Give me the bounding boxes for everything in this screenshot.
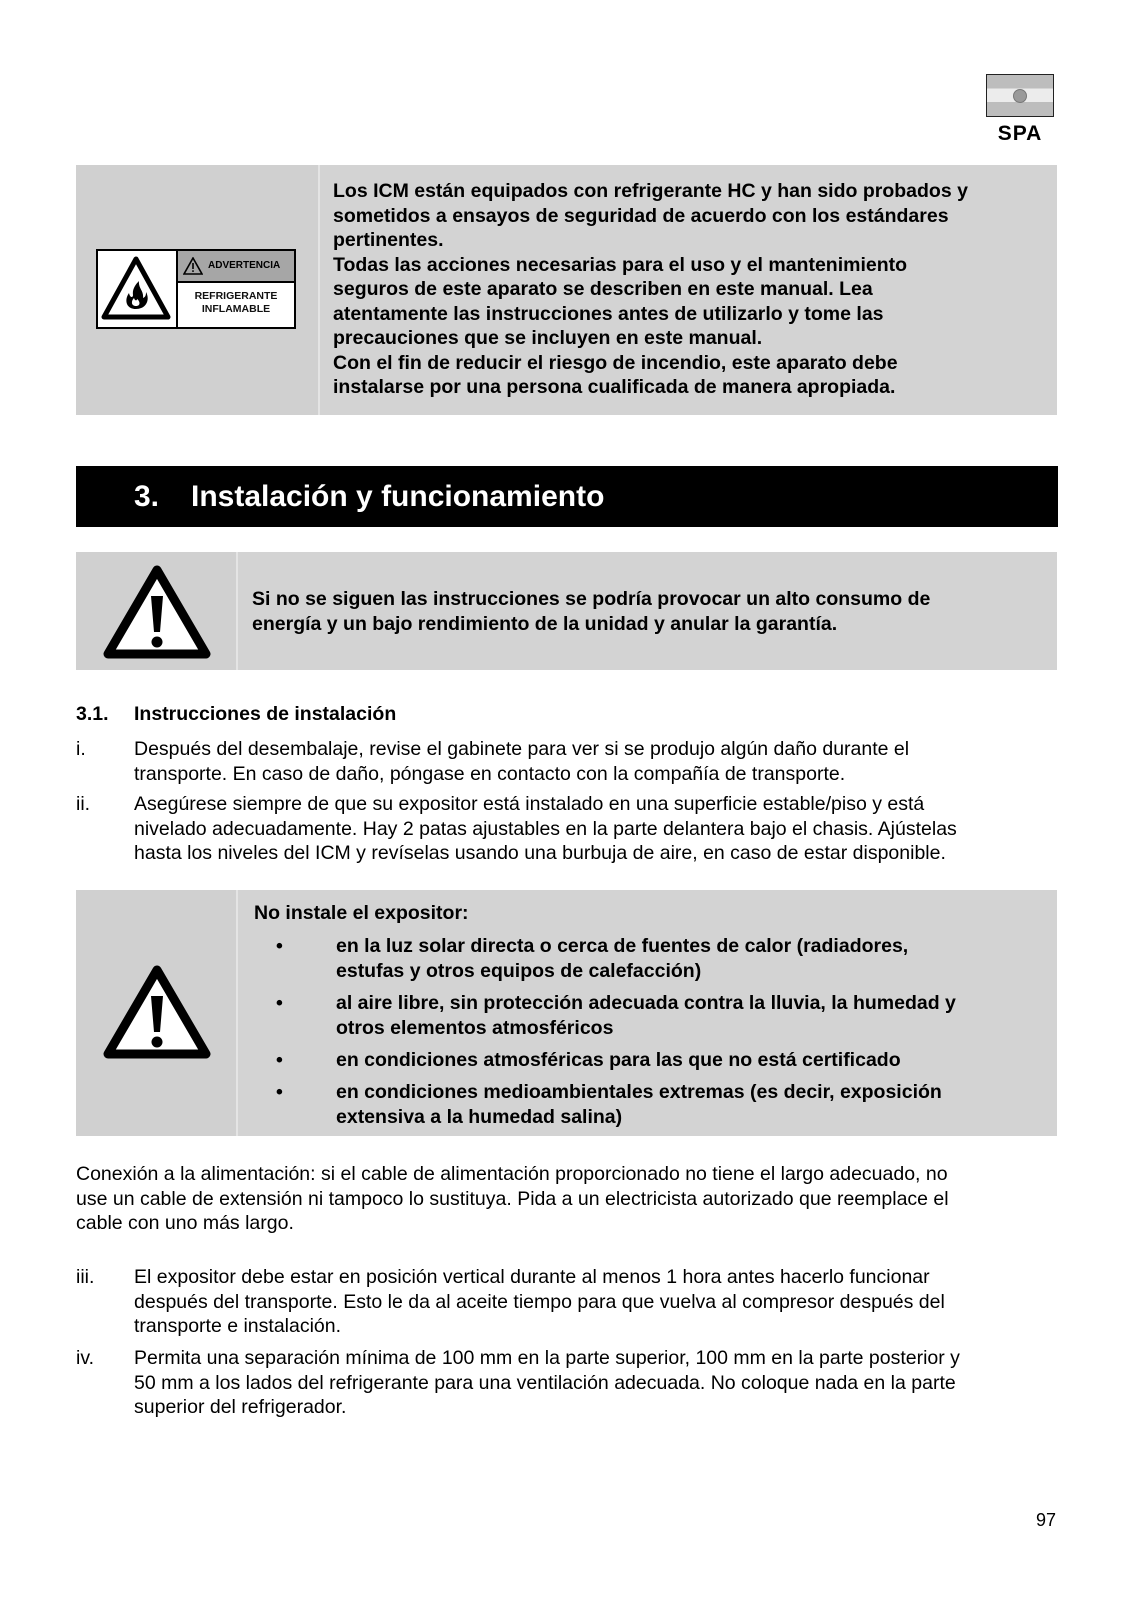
bullet-line: en la luz solar directa o cerca de fuentes de calor (radiadores,	[336, 935, 909, 957]
no-install-title: No instale el expositor:	[254, 902, 469, 924]
item-line: Después del desembalaje, revise el gabinete para ver si se produjo algún daño durante el	[134, 738, 910, 760]
paragraph-line: cable con uno más largo.	[76, 1212, 294, 1234]
item-text	[134, 1265, 1119, 1339]
warning-icon-cell	[76, 552, 238, 670]
refrigerant-line: atentamente las instrucciones antes de utilizarlo y tome las	[333, 302, 884, 325]
refrigerant-line: seguros de este aparato se describen en este manual. Lea	[333, 278, 873, 300]
flammable-refrigerant-label	[96, 249, 296, 329]
item-line: después del transporte. Esto le da al aceite tiempo para que vuelva al compresor después del	[134, 1290, 945, 1313]
warning-line: energía y un bajo rendimiento de la unidad y anular la garantía.	[252, 612, 838, 635]
item-line: hasta los niveles del ICM y revíselas usando una burbuja de aire, en caso de estar disponible.	[134, 842, 946, 864]
refrigerant-line: pertinentes.	[333, 229, 444, 251]
section-heading	[76, 466, 1058, 527]
label-warning-text: ADVERTENCIA	[208, 260, 281, 271]
flag-sun	[1013, 89, 1027, 103]
item-numeral: ii.	[76, 793, 91, 815]
refrigerant-line: Todas las acciones necesarias para el uso y el mantenimiento	[333, 253, 908, 276]
flammable-warning-icon	[98, 251, 178, 327]
section-number: 3.	[134, 480, 160, 513]
warning-icon-cell	[76, 890, 238, 1136]
refrigerant-line: precauciones que se incluyen en este manual.	[333, 327, 763, 349]
warning-line: Si no se siguen las instrucciones se podría provocar un alto consumo de	[252, 588, 931, 610]
refrigerant-line: Con el fin de reducir el riesgo de incendio, este aparato debe	[333, 351, 898, 374]
bullet-line: otros elementos atmosféricos	[336, 1016, 614, 1039]
refrigerant-line: instalarse por una persona cualificada de manera apropiada.	[333, 376, 896, 398]
warning-text	[252, 587, 1042, 636]
refrigerant-warning-box	[76, 165, 1057, 415]
item-numeral: iv.	[76, 1347, 95, 1369]
item-line: superior del refrigerador.	[134, 1396, 347, 1418]
item-text	[134, 792, 1119, 866]
page-number: 97	[1035, 1510, 1056, 1530]
bullet-line: al aire libre, sin protección adecuada contra la lluvia, la humedad y	[336, 992, 956, 1014]
refrigerant-label-cell	[76, 165, 320, 415]
warning-triangle-icon	[102, 564, 212, 660]
item-line: Permita una separación mínima de 100 mm en la parte superior, 100 mm en la parte posterior y	[134, 1347, 960, 1369]
label-line-1: REFRIGERANTE	[194, 290, 278, 302]
item-line: Asegúrese siempre de que su expositor está instalado en una superficie estable/piso y está	[134, 793, 925, 815]
bullet-line: en condiciones medioambientales extremas (es decir, exposición	[336, 1081, 942, 1103]
power-connection-paragraph	[76, 1162, 1061, 1236]
bullet-line: extensiva a la humedad salina)	[336, 1105, 623, 1128]
subsection-number: 3.1.	[76, 703, 109, 725]
bullet-icon: •	[276, 1081, 283, 1103]
instructions-warning-box	[76, 552, 1057, 670]
item-line: 50 mm a los lados del refrigerante para una ventilación adecuada. No coloque nada en la parte	[134, 1371, 956, 1394]
section-title: Instalación y funcionamiento	[191, 480, 605, 513]
item-numeral: iii.	[76, 1266, 95, 1288]
item-line: El expositor debe estar en posición vertical durante al menos 1 hora antes hacerlo funcionar	[134, 1266, 930, 1288]
argentina-flag-icon	[986, 74, 1054, 117]
bullet-icon: •	[276, 935, 283, 957]
item-numeral: i.	[76, 738, 86, 760]
refrigerant-line: Los ICM están equipados con refrigerante HC y han sido probados y	[333, 180, 968, 202]
label-line-2: INFLAMABLE	[201, 303, 271, 315]
label-body	[178, 283, 294, 327]
label-warning-header	[178, 251, 294, 283]
bullet-line: estufas y otros equipos de calefacción)	[336, 959, 702, 982]
warning-triangle-icon	[102, 964, 212, 1060]
refrigerant-text	[333, 179, 1043, 400]
item-line: transporte e instalación.	[134, 1315, 342, 1337]
paragraph-line: Conexión a la alimentación: si el cable de alimentación proporcionado no tiene el largo adecuado, no	[76, 1163, 948, 1185]
item-text	[134, 737, 1119, 786]
bullet-line: en condiciones atmosféricas para las que no está certificado	[336, 1049, 901, 1071]
paragraph-line: use un cable de extensión ni tampoco lo sustituya. Pida a un electricista autorizado que reemplace el	[76, 1187, 949, 1210]
item-line: nivelado adecuadamente. Hay 2 patas ajustables en la parte delantera bajo el chasis. Ajústelas	[134, 817, 957, 840]
language-code: SPA	[997, 122, 1043, 145]
item-line: transporte. En caso de daño, póngase en contacto con la compañía de transporte.	[134, 762, 846, 785]
small-warning-icon	[183, 257, 203, 275]
bullet-icon: •	[276, 992, 283, 1014]
subsection-title: Instrucciones de instalación	[134, 703, 397, 725]
refrigerant-line: sometidos a ensayos de seguridad de acuerdo con los estándares	[333, 204, 949, 227]
item-text	[134, 1346, 1119, 1420]
no-install-warning-box	[76, 890, 1057, 1136]
bullet-icon: •	[276, 1049, 283, 1071]
